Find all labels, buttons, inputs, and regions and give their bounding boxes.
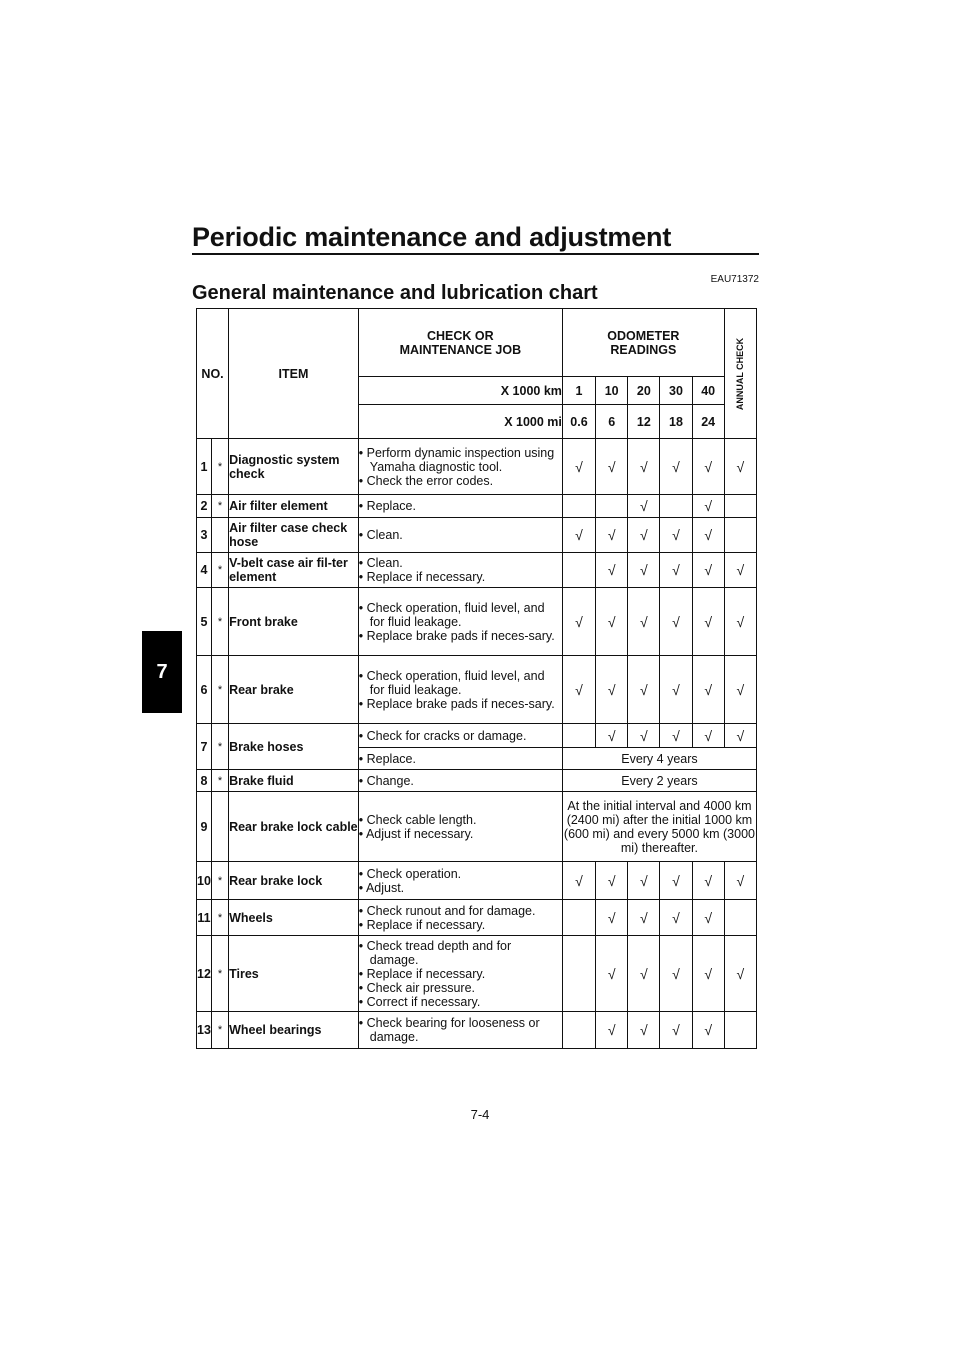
job-line: • Replace if necessary. — [358, 966, 486, 981]
check-cell — [660, 1012, 692, 1049]
row-number: 6 — [197, 656, 212, 724]
check-mark-icon: √ — [704, 681, 713, 698]
check-cell — [660, 588, 692, 656]
check-mark-icon: √ — [607, 613, 616, 630]
row-item: Diagnostic system check — [229, 439, 359, 495]
table-body — [197, 439, 757, 1049]
row-number: 10 — [197, 862, 212, 900]
chapter-tab: 7 — [142, 631, 182, 713]
header-km-value: 10 — [596, 377, 628, 405]
row-star: * — [211, 439, 228, 495]
check-cell — [562, 439, 595, 495]
check-mark-icon: √ — [607, 527, 616, 543]
check-mark-icon: √ — [639, 527, 648, 543]
check-mark-icon: √ — [639, 872, 648, 889]
table-row — [197, 792, 757, 862]
check-mark-icon: √ — [736, 965, 745, 982]
check-cell — [628, 656, 660, 724]
job-line: • Replace if necessary. — [358, 570, 486, 584]
table-row — [197, 936, 757, 1012]
check-cell — [628, 862, 660, 900]
check-mark-icon: √ — [736, 681, 745, 698]
check-mark-icon: √ — [639, 562, 648, 578]
header-job-text: CHECK OR MAINTENANCE JOB — [399, 328, 522, 357]
check-cell — [660, 518, 692, 553]
row-star: * — [211, 553, 228, 588]
row-star: * — [211, 900, 228, 936]
check-cell — [596, 656, 628, 724]
check-cell — [628, 588, 660, 656]
job-line: • Replace. — [358, 499, 416, 513]
header-mi-value: 18 — [660, 405, 692, 439]
check-mark-icon: √ — [672, 458, 680, 475]
check-cell — [562, 553, 595, 588]
check-mark-icon: √ — [607, 458, 616, 475]
check-cell — [562, 588, 595, 656]
header-mi-label: X 1000 mi — [358, 405, 562, 439]
check-cell — [596, 862, 628, 900]
header-odometer — [562, 309, 724, 377]
row-job — [358, 439, 562, 495]
row-item: Wheel bearings — [229, 1012, 359, 1049]
row-job — [358, 518, 562, 553]
row-star: * — [211, 770, 228, 792]
check-mark-icon: √ — [736, 872, 745, 889]
check-cell — [562, 495, 595, 518]
check-cell — [692, 439, 724, 495]
check-mark-icon: √ — [704, 1022, 713, 1038]
job-line: • Replace if necessary. — [358, 917, 486, 932]
row-star: * — [211, 936, 228, 1012]
table-row — [197, 656, 757, 724]
check-cell — [562, 1012, 595, 1049]
check-cell — [628, 1012, 660, 1049]
check-mark-icon: √ — [704, 909, 713, 926]
row-number: 9 — [197, 792, 212, 862]
row-number: 1 — [197, 439, 212, 495]
check-mark-icon: √ — [704, 613, 713, 630]
check-cell — [562, 724, 595, 748]
page-title: Periodic maintenance and adjustment — [192, 222, 672, 252]
table-header — [197, 309, 757, 439]
row-star: * — [211, 1012, 228, 1049]
table-row — [197, 770, 757, 792]
header-mi-value: 6 — [596, 405, 628, 439]
row-item: Brake hoses — [229, 724, 359, 770]
check-cell — [692, 862, 724, 900]
check-mark-icon: √ — [607, 727, 616, 744]
check-cell — [724, 553, 756, 588]
title-rule — [192, 253, 759, 255]
check-cell — [562, 936, 595, 1012]
check-cell — [628, 495, 660, 518]
row-item: Air filter element — [229, 495, 359, 518]
check-cell — [692, 724, 724, 748]
check-cell — [724, 518, 756, 553]
table-row — [197, 518, 757, 553]
check-cell — [692, 495, 724, 518]
row-star — [211, 518, 228, 553]
job-line: • Check operation, fluid level, and for fluid leakage. — [358, 600, 545, 629]
check-cell — [724, 588, 756, 656]
check-mark-icon: √ — [736, 458, 745, 475]
job-line: • Check the error codes. — [358, 473, 494, 488]
check-mark-icon: √ — [672, 965, 680, 982]
table-row — [197, 553, 757, 588]
check-cell — [692, 936, 724, 1012]
header-no: NO. — [197, 309, 229, 439]
check-cell — [660, 553, 692, 588]
check-cell — [692, 900, 724, 936]
check-mark-icon: √ — [672, 872, 680, 889]
check-cell — [628, 936, 660, 1012]
job-line: • Change. — [358, 773, 414, 788]
document-code: EAU71372 — [710, 274, 759, 285]
check-cell — [596, 588, 628, 656]
check-mark-icon: √ — [672, 562, 680, 578]
row-item: V-belt case air fil-ter element — [229, 553, 359, 588]
check-mark-icon: √ — [607, 872, 616, 889]
table-row — [197, 900, 757, 936]
row-item: Brake fluid — [229, 770, 359, 792]
check-mark-icon: √ — [575, 527, 583, 543]
job-line: • Clean. — [358, 556, 403, 570]
row-job — [358, 1012, 562, 1049]
row-number: 11 — [197, 900, 212, 936]
job-line: • Replace brake pads if neces-sary. — [358, 628, 555, 643]
row-job — [358, 770, 562, 792]
table-row — [197, 439, 757, 495]
check-cell — [692, 553, 724, 588]
row-star: * — [211, 495, 228, 518]
check-cell — [628, 900, 660, 936]
header-annual-check — [724, 309, 756, 439]
check-mark-icon: √ — [704, 458, 713, 475]
check-mark-icon: √ — [607, 562, 616, 578]
header-job — [358, 309, 562, 377]
job-line: • Replace. — [358, 751, 416, 766]
check-mark-icon: √ — [736, 727, 745, 744]
check-mark-icon: √ — [639, 1022, 648, 1038]
table-row — [197, 495, 757, 518]
job-line: • Check runout and for damage. — [358, 903, 536, 918]
check-mark-icon: √ — [704, 498, 713, 514]
check-cell — [660, 936, 692, 1012]
check-mark-icon: √ — [736, 613, 745, 630]
row-job — [358, 936, 562, 1012]
row-star: * — [211, 656, 228, 724]
maintenance-chart — [196, 308, 757, 1049]
row-job — [358, 792, 562, 862]
check-mark-icon: √ — [639, 727, 648, 744]
check-cell — [724, 862, 756, 900]
check-cell — [692, 588, 724, 656]
header-km-label: X 1000 km — [358, 377, 562, 405]
row-item: Tires — [229, 936, 359, 1012]
check-cell — [596, 936, 628, 1012]
check-mark-icon: √ — [672, 727, 680, 744]
header-odometer-text: ODOMETER READINGS — [607, 328, 680, 357]
job-line: • Perform dynamic inspection using Yamaha diagnostic tool. — [358, 445, 555, 474]
check-cell — [660, 656, 692, 724]
check-mark-icon: √ — [672, 909, 680, 926]
check-mark-icon: √ — [607, 909, 616, 926]
check-mark-icon: √ — [575, 613, 583, 630]
check-mark-icon: √ — [704, 727, 713, 744]
header-mi-value: 0.6 — [562, 405, 595, 439]
check-mark-icon: √ — [704, 527, 713, 543]
check-cell — [724, 724, 756, 748]
check-cell — [724, 439, 756, 495]
check-cell — [660, 862, 692, 900]
header-item: ITEM — [229, 309, 359, 439]
row-job — [358, 656, 562, 724]
table-row — [197, 724, 757, 748]
job-line: • Check operation. — [358, 866, 462, 881]
row-job — [358, 862, 562, 900]
check-cell — [596, 724, 628, 748]
section-title: General maintenance and lubrication chart — [192, 282, 598, 304]
job-line: • Clean. — [358, 528, 403, 542]
check-cell — [596, 518, 628, 553]
check-cell — [562, 900, 595, 936]
row-item: Front brake — [229, 588, 359, 656]
row-job — [358, 724, 562, 748]
row-number: 2 — [197, 495, 212, 518]
check-cell — [628, 553, 660, 588]
check-cell — [660, 439, 692, 495]
job-line: • Adjust. — [358, 880, 405, 895]
check-cell — [628, 439, 660, 495]
table-row — [197, 588, 757, 656]
header-km-value: 30 — [660, 377, 692, 405]
row-item: Air filter case check hose — [229, 518, 359, 553]
check-mark-icon: √ — [607, 681, 616, 698]
check-cell — [562, 518, 595, 553]
check-mark-icon: √ — [639, 458, 648, 475]
row-number: 4 — [197, 553, 212, 588]
check-mark-icon: √ — [639, 681, 648, 698]
job-line: • Correct if necessary. — [358, 994, 481, 1009]
check-mark-icon: √ — [704, 965, 713, 982]
header-km-value: 40 — [692, 377, 724, 405]
check-mark-icon: √ — [639, 965, 648, 982]
check-mark-icon: √ — [575, 681, 583, 698]
row-number: 5 — [197, 588, 212, 656]
row-job — [358, 588, 562, 656]
interval-text: At the initial interval and 4000 km (2400 mi) after the initial 1000 km (600 mi) and every 5000 km (3000 mi) thereafter. — [562, 792, 756, 862]
check-cell — [596, 439, 628, 495]
job-line: • Check bearing for looseness or damage. — [358, 1016, 540, 1044]
check-cell — [724, 495, 756, 518]
check-cell — [596, 1012, 628, 1049]
row-job — [358, 553, 562, 588]
check-cell — [660, 900, 692, 936]
check-mark-icon: √ — [672, 681, 680, 698]
row-star — [211, 792, 228, 862]
row-star: * — [211, 862, 228, 900]
row-job — [358, 495, 562, 518]
check-mark-icon: √ — [704, 872, 713, 889]
job-line: • Check for cracks or damage. — [358, 728, 527, 743]
interval-text: Every 2 years — [562, 770, 756, 792]
check-mark-icon: √ — [575, 872, 583, 889]
check-cell — [628, 518, 660, 553]
header-mi-value: 12 — [628, 405, 660, 439]
check-cell — [724, 1012, 756, 1049]
check-mark-icon: √ — [672, 613, 680, 630]
row-star: * — [211, 724, 228, 770]
row-job — [358, 900, 562, 936]
table-row — [197, 1012, 757, 1049]
check-cell — [562, 656, 595, 724]
check-mark-icon: √ — [607, 965, 616, 982]
check-mark-icon: √ — [639, 498, 648, 514]
table-row — [197, 862, 757, 900]
interval-text: Every 4 years — [562, 748, 756, 770]
check-mark-icon: √ — [672, 1022, 680, 1038]
row-job — [358, 748, 562, 770]
check-mark-icon: √ — [672, 527, 680, 543]
check-mark-icon: √ — [736, 562, 745, 578]
check-mark-icon: √ — [704, 562, 713, 578]
row-number: 13 — [197, 1012, 212, 1049]
check-cell — [596, 900, 628, 936]
job-line: • Replace brake pads if neces-sary. — [358, 696, 555, 711]
header-annual-text: ANNUAL CHECK — [735, 337, 746, 410]
row-item: Wheels — [229, 900, 359, 936]
check-cell — [596, 553, 628, 588]
header-km-value: 1 — [562, 377, 595, 405]
row-star: * — [211, 588, 228, 656]
job-line: • Check cable length. — [358, 812, 477, 827]
job-line: • Adjust if necessary. — [358, 826, 474, 841]
check-cell — [660, 495, 692, 518]
row-number: 12 — [197, 936, 212, 1012]
check-cell — [692, 1012, 724, 1049]
job-line: • Check operation, fluid level, and for fluid leakage. — [358, 668, 545, 697]
check-cell — [562, 862, 595, 900]
header-mi-value: 24 — [692, 405, 724, 439]
job-line: • Check tread depth and for damage. — [358, 938, 512, 967]
check-mark-icon: √ — [639, 613, 648, 630]
check-cell — [724, 936, 756, 1012]
row-number: 3 — [197, 518, 212, 553]
check-cell — [660, 724, 692, 748]
check-cell — [724, 900, 756, 936]
check-cell — [628, 724, 660, 748]
check-cell — [596, 495, 628, 518]
page-number: 7-4 — [470, 1107, 490, 1122]
check-mark-icon: √ — [607, 1022, 616, 1038]
row-item: Rear brake lock — [229, 862, 359, 900]
row-number: 8 — [197, 770, 212, 792]
row-number: 7 — [197, 724, 212, 770]
check-cell — [692, 518, 724, 553]
check-cell — [724, 656, 756, 724]
check-cell — [692, 656, 724, 724]
header-km-value: 20 — [628, 377, 660, 405]
check-mark-icon: √ — [575, 458, 583, 475]
job-line: • Check air pressure. — [358, 980, 476, 995]
row-item: Rear brake lock cable — [229, 792, 359, 862]
row-item: Rear brake — [229, 656, 359, 724]
check-mark-icon: √ — [639, 909, 648, 926]
